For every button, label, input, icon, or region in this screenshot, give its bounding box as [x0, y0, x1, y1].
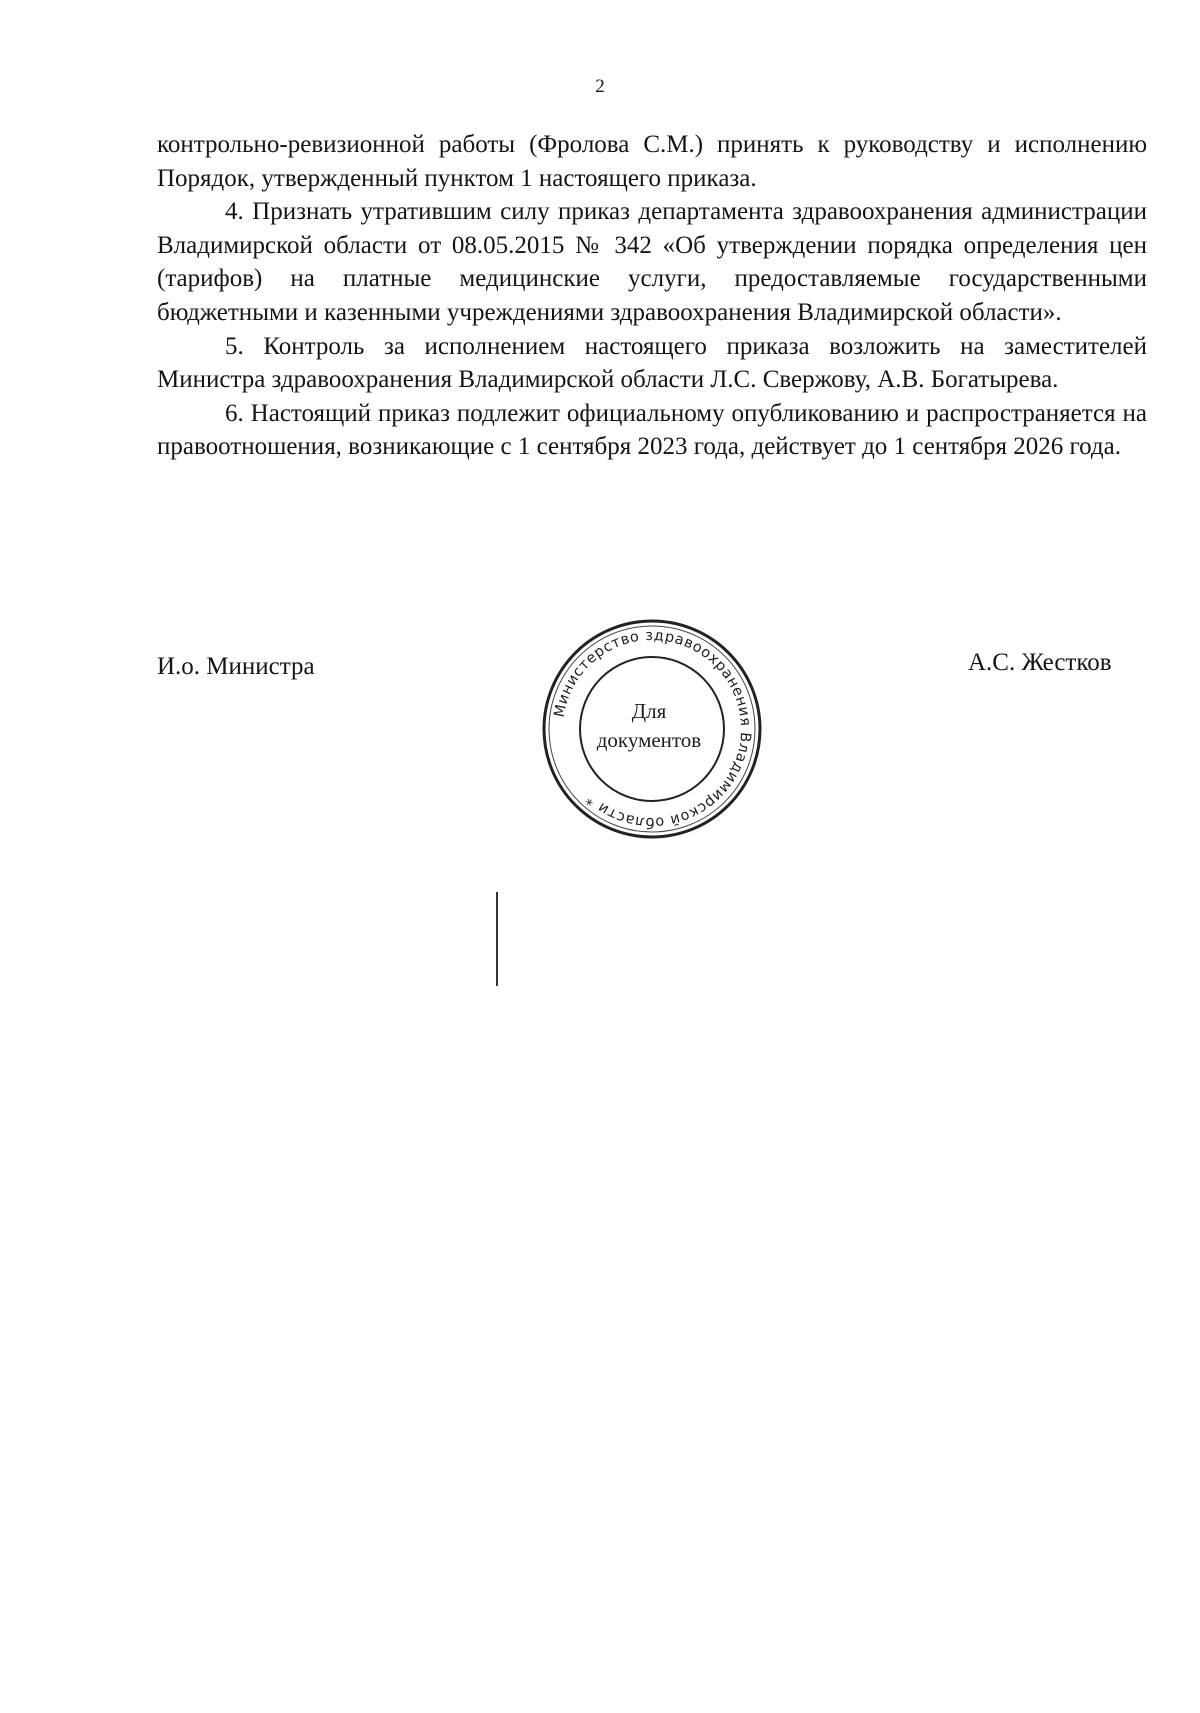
- paragraph-item-4: 4. Признать утратившим силу приказ департамента здравоохранения администрации Владимирской области от 08.05.2015 № 342 «Об утверждении порядка определения цен (тарифов) на платные медицинские услуги, предоставляемые государственными бюджетными и казенными учреждениями здравоохранения Владимирской области».: [157, 198, 1147, 326]
- document-body: [157, 128, 1147, 464]
- seal-center-line-1: Для: [631, 699, 667, 723]
- signatory-title: И.о. Министра: [157, 653, 315, 680]
- paragraph-item-6: 6. Настоящий приказ подлежит официальному опубликованию и распространяется на правоотношения, возникающие с 1 сентября 2023 года, действует до 1 сентября 2026 года.: [157, 399, 1147, 461]
- paragraph-item-5: 5. Контроль за исполнением настоящего приказа возложить на заместителей Министра здравоохранения Владимирской области Л.С. Свержову, А.В. Богатырева.: [157, 332, 1147, 394]
- official-seal: [537, 617, 767, 842]
- paragraph-continuation: контрольно-ревизионной работы (Фролова С.М.) принять к руководству и исполнению Порядок, утвержденный пунктом 1 настоящего приказа.: [157, 131, 1147, 192]
- page-number: 2: [595, 76, 605, 97]
- seal-center-line-2: документов: [596, 728, 702, 752]
- signatory-name: А.С. Жестков: [968, 649, 1112, 676]
- vertical-mark: [496, 892, 498, 986]
- seal-graphic: [537, 617, 767, 842]
- seal-ring-text: Министерство здравоохранения Владимирской области *: [551, 627, 754, 831]
